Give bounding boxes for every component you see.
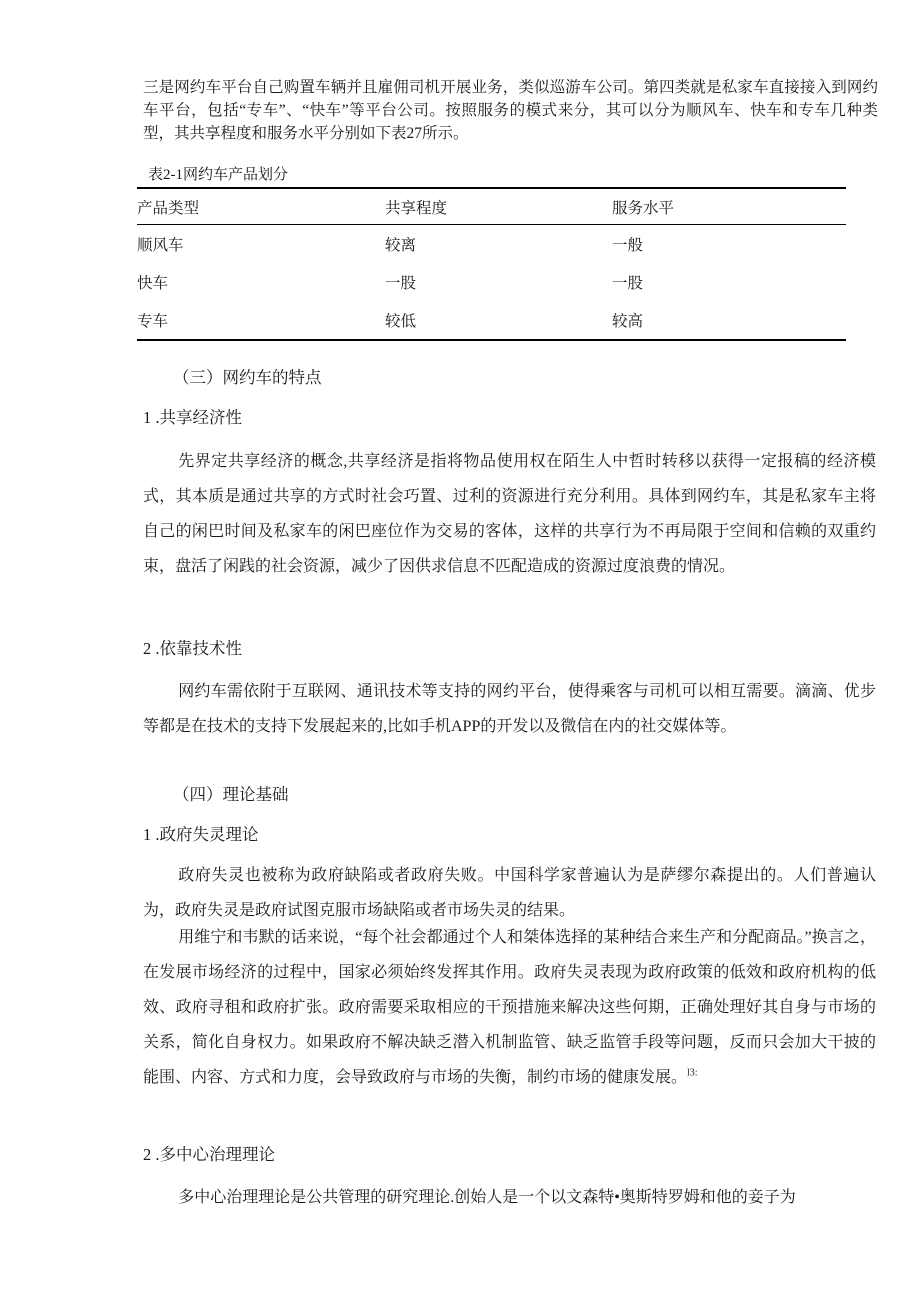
subheading-government-failure: 1 .政府失灵理论 <box>143 825 259 844</box>
table-cell: 较高 <box>612 313 644 330</box>
government-failure-paragraph-2-text: 用维宁和韦默的话来说，“每个社会都通过个人和桀体选择的某种结合来生产和分配商品。”换言之，在发展市场经济的过程中，国家必须始终发挥其作用。政府失灵表现为政府政策的低效和政府机构的低效、政府寻租和政府扩张。政府需要采取相应的干预措施来解决这些何期，正确处理好其自身与市场的关系，简化自身权力。如果政府不解决缺乏潜入机制监管、缺乏监管手段等问题，反而只会加大干披的能围、内容、方式和力度，会导致政府与市场的失衡，制约市场的健康发展。 <box>143 929 876 1086</box>
section-heading-theoretical-basis: （四）理论基础 <box>173 785 289 804</box>
table-header-sharing-degree: 共享程度 <box>385 188 612 225</box>
table-cell: 一股 <box>612 275 644 292</box>
table-header-product-type: 产品类型 <box>137 188 385 225</box>
table-caption: 表2-1网约车产品划分 <box>148 167 288 183</box>
product-division-table <box>137 187 846 341</box>
subheading-polycentric-governance: 2 .多中心治理理论 <box>143 1145 275 1164</box>
table-cell: 一般 <box>612 237 644 254</box>
technology-dependence-paragraph: 网约车需依附于互联网、通讯技术等支持的网约平台，使得乘客与司机可以相互需要。滴滴、优步等都是在技术的支持下发展起来的,比如手机APP的开发以及微信在内的社交媒体等。 <box>143 683 876 735</box>
table-row <box>137 263 846 301</box>
government-failure-paragraph-1: 政府失灵也被称为政府缺陷或者政府失败。中国科学家普遍认为是萨缪尔森提出的。人们普遍认为，政府失灵是政府试图克服市场缺陷或者市场失灵的结果。 <box>143 867 876 919</box>
section-heading-characteristics: （三）网约车的特点 <box>173 368 322 387</box>
table-cell: 较离 <box>385 237 417 254</box>
intro-paragraph: 三是网约车平台自己购置车辆并且雇佣司机开展业务，类似巡游车公司。第四类就是私家车直接接入到网约车平台，包括“专车”、“快车”等平台公司。按照服务的模式来分，其可以分为顺风车、快车和专车几种类型，其共享程度和服务水平分别如下表27所示。 <box>143 79 878 142</box>
table-header-service-level: 服务水平 <box>612 188 846 225</box>
table-row <box>137 225 846 264</box>
footnote-marker: l3: <box>687 1067 698 1079</box>
table-cell: 专车 <box>137 313 169 330</box>
table-row <box>137 301 846 340</box>
table-cell: 一股 <box>385 275 417 292</box>
table-cell: 较低 <box>385 313 417 330</box>
polycentric-governance-paragraph: 多中心治理理论是公共管理的研究理论.创始人是一个以文森特•奥斯特罗姆和他的妾子为 <box>178 1189 796 1206</box>
table-header-row <box>137 188 846 225</box>
government-failure-paragraph-2 <box>143 920 876 1095</box>
sharing-economy-paragraph: 先界定共享经济的概念,共享经济是指将物品使用权在陌生人中哲时转移以获得一定报稿的经济模式，其本质是通过共享的方式时社会巧置、过利的资源进行充分利用。具体到网约车，其是私家车主将自己的闲巴时间及私家车的闲巴座位作为交易的客体，这样的共享行为不再局限于空间和信赖的双重约束，盘活了闲践的社会资源，减少了因供求信息不匹配造成的资源过度浪费的情况。 <box>143 453 876 575</box>
table-cell: 快车 <box>137 275 169 292</box>
table-cell: 顺风车 <box>137 237 184 254</box>
subheading-sharing-economy: 1 .共享经济性 <box>143 408 242 427</box>
subheading-technology-dependence: 2 .依靠技术性 <box>143 639 242 658</box>
